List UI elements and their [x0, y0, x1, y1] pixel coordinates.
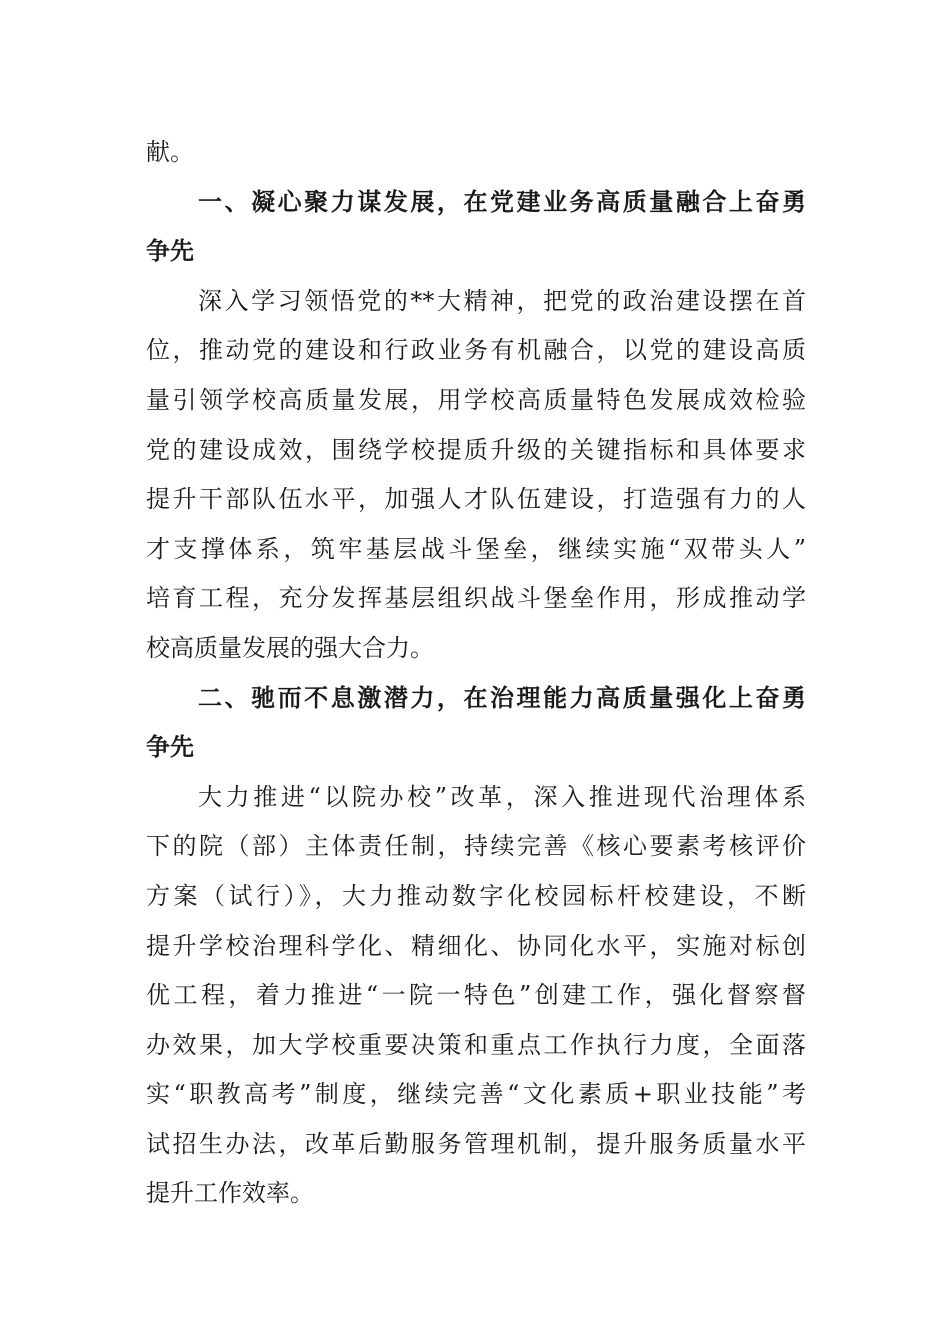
body-line: 深入学习领悟党的**大精神，把党的政治建设摆在首 [198, 286, 806, 315]
body-line: 试招生办法，改革后勤服务管理机制，提升服务质量水平 [146, 1129, 806, 1158]
body-line: 培育工程，充分发挥基层组织战斗堡垒作用，形成推动学 [146, 584, 806, 613]
heading-line: 争先 [146, 237, 194, 266]
body-line: 党的建设成效，围绕学校提质升级的关键指标和具体要求 [146, 435, 806, 464]
body-line: 提升学校治理科学化、精细化、协同化水平，实施对标创 [146, 931, 806, 960]
heading-line: 二、驰而不息激潜力，在治理能力高质量强化上奋勇 [198, 683, 806, 712]
section-1-body [146, 277, 806, 674]
heading-line: 争先 [146, 733, 194, 762]
section-2-body [146, 773, 806, 1219]
document-page [146, 128, 806, 1219]
section-2 [146, 674, 806, 1220]
body-line: 大力推进“以院办校”改革，深入推进现代治理体系 [198, 782, 806, 811]
body-line: 方案（试行）》，大力推动数字化校园标杆校建设，不断 [146, 881, 806, 910]
body-line: 提升干部队伍水平，加强人才队伍建设，打造强有力的人 [146, 485, 806, 514]
body-line: 下的院（部）主体责任制，持续完善《核心要素考核评价 [146, 832, 806, 861]
section-1 [146, 178, 806, 674]
intro-tail-line: 献。 [146, 138, 194, 166]
heading-line: 一、凝心聚力谋发展，在党建业务高质量融合上奋勇 [198, 187, 806, 216]
body-line: 位，推动党的建设和行政业务有机融合，以党的建设高质 [146, 336, 806, 365]
section-2-heading [146, 674, 806, 773]
body-line: 校高质量发展的强大合力。 [146, 633, 434, 662]
body-line: 才支撑体系，筑牢基层战斗堡垒，继续实施“双带头人” [146, 534, 806, 563]
body-line: 优工程，着力推进“一院一特色”创建工作，强化督察督 [146, 981, 806, 1010]
body-line: 办效果，加大学校重要决策和重点工作执行力度，全面落 [146, 1030, 806, 1059]
body-line: 提升工作效率。 [146, 1179, 314, 1208]
body-line: 实“职教高考”制度，继续完善“文化素质+职业技能”考 [146, 1080, 806, 1109]
section-1-heading [146, 178, 806, 277]
body-line: 量引领学校高质量发展，用学校高质量特色发展成效检验 [146, 385, 806, 414]
